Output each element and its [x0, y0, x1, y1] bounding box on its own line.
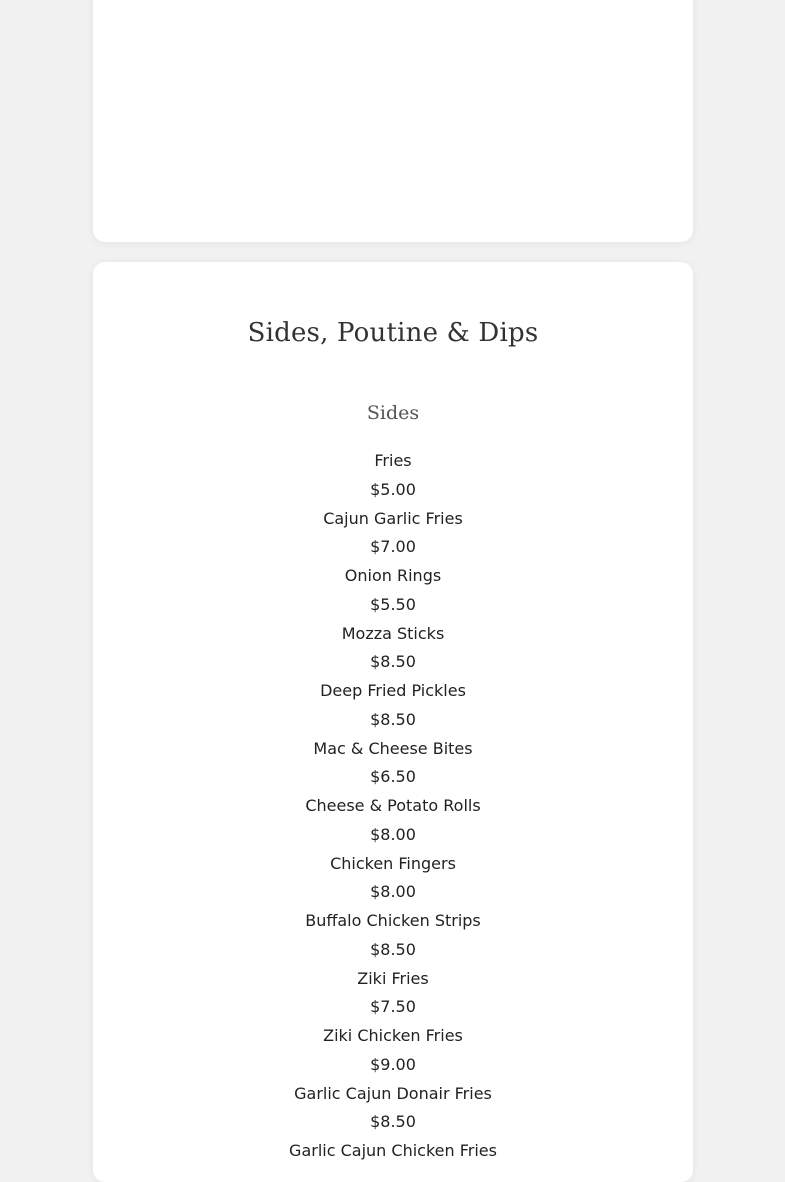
menu-item-name: Mozza Sticks	[341, 623, 445, 643]
menu-item-name: Cheese & Potato Rolls	[305, 796, 481, 815]
menu-item	[93, 447, 693, 505]
menu-item-price: $5.00	[370, 479, 416, 499]
subsection-title-sides: Sides	[366, 402, 420, 424]
previous-menu-card	[93, 0, 693, 242]
menu-item-name: Buffalo Chicken Strips	[305, 911, 481, 930]
menu-item-price: $9.00	[370, 1054, 416, 1074]
menu-item-name: Deep Fried Pickles	[320, 681, 466, 700]
menu-item-name: Cajun Garlic Fries	[323, 508, 463, 528]
section-title: Sides, Poutine & Dips	[247, 318, 539, 348]
menu-item-price: $8.50	[370, 652, 416, 672]
menu-item-name: Garlic Cajun Donair Fries	[294, 1083, 492, 1103]
menu-item-price: $8.50	[370, 709, 416, 729]
menu-item	[93, 907, 693, 965]
menu-item	[93, 620, 693, 678]
menu-item-price: $8.50	[370, 1112, 416, 1132]
menu-item	[93, 677, 693, 735]
sides-item-list	[93, 447, 693, 1166]
menu-item-price: $8.00	[370, 824, 416, 844]
menu-item-price: $7.50	[370, 997, 416, 1017]
menu-item	[93, 562, 693, 620]
menu-item-name: Ziki Chicken Fries	[323, 1026, 463, 1045]
menu-item	[93, 792, 693, 850]
menu-item	[93, 1137, 693, 1166]
menu-item	[93, 1080, 693, 1138]
menu-item-price: $6.50	[370, 767, 416, 787]
menu-item-name: Ziki Fries	[357, 968, 429, 988]
menu-item-price: $7.00	[370, 537, 416, 557]
menu-item-name: Mac & Cheese Bites	[313, 738, 473, 758]
menu-item	[93, 735, 693, 793]
menu-item-price: $5.50	[370, 594, 416, 614]
menu-item-name: Chicken Fingers	[330, 853, 456, 873]
menu-item-name: Fries	[374, 451, 412, 470]
sides-menu-card	[93, 262, 693, 1182]
menu-item-name: Onion Rings	[344, 566, 442, 585]
menu-item	[93, 965, 693, 1023]
menu-item	[93, 1022, 693, 1080]
menu-item-price: $8.50	[370, 939, 416, 959]
menu-item	[93, 505, 693, 563]
menu-item-name: Garlic Cajun Chicken Fries	[289, 1141, 497, 1160]
menu-item	[93, 850, 693, 908]
menu-item-price: $8.00	[370, 882, 416, 902]
